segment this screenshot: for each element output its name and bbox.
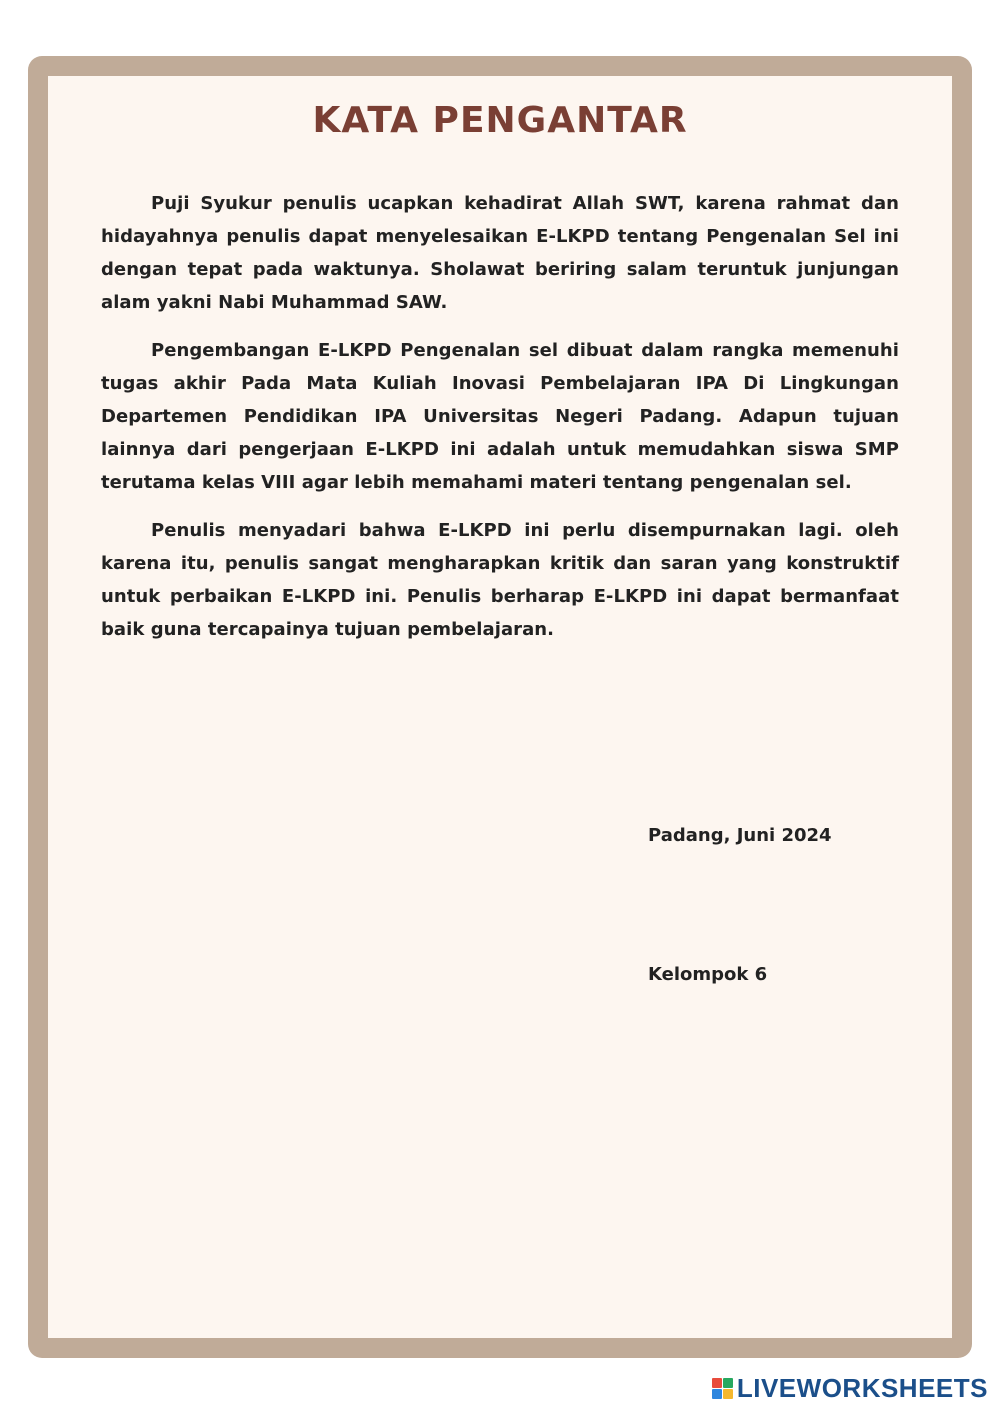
body-text — [101, 187, 899, 661]
liveworksheets-logo-icon — [712, 1378, 733, 1399]
paragraph-3: Penulis menyadari bahwa E-LKPD ini perlu disempurnakan lagi. oleh karena itu, penulis sangat mengharapkan kritik dan saran yang konstruktif untuk perbaikan E-LKPD ini. Penulis berharap E-LKPD ini dapat bermanfaat baik guna tercapainya tujuan pembelajaran. — [101, 520, 899, 640]
signature: Kelompok 6 — [648, 964, 768, 985]
liveworksheets-watermark — [712, 1373, 988, 1404]
place-date: Padang, Juni 2024 — [648, 825, 832, 846]
page-title: KATA PENGANTAR — [312, 100, 688, 141]
watermark-text: LIVEWORKSHEETS — [736, 1373, 988, 1403]
paragraph-2: Pengembangan E-LKPD Pengenalan sel dibuat dalam rangka memenuhi tugas akhir Pada Mata Kuliah Inovasi Pembelajaran IPA Di Lingkungan Departemen Pendidikan IPA Universitas Negeri Padang. Adapun tujuan lainnya dari pengerjaan E-LKPD ini adalah untuk memudahkan siswa SMP terutama kelas VIII agar lebih memahami materi tentang pengenalan sel. — [101, 340, 899, 493]
paragraph-1: Puji Syukur penulis ucapkan kehadirat Allah SWT, karena rahmat dan hidayahnya penulis dapat menyelesaikan E-LKPD tentang Pengenalan Sel ini dengan tepat pada waktunya. Sholawat beriring salam teruntuk junjungan alam yakni Nabi Muhammad SAW. — [101, 193, 899, 313]
